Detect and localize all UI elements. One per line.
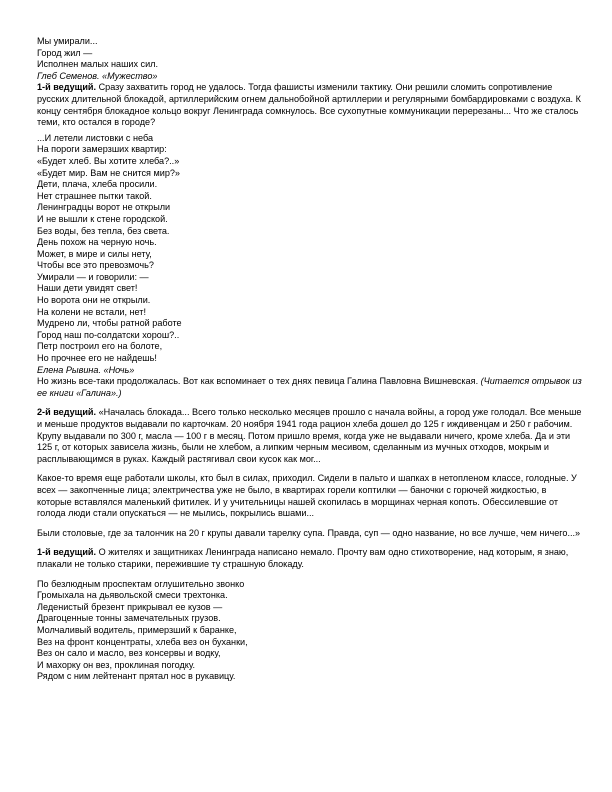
poem-line: Нет страшнее пытки такой.: [37, 190, 152, 201]
paragraph-first-host-1: [37, 82, 582, 128]
poem-line: День похож на черную ночь.: [37, 237, 157, 248]
poem-line: ...И летели листовки с неба: [37, 132, 154, 143]
poem-line: Умирали — и говорили: —: [37, 271, 149, 282]
paragraph-canteens: Были столовые, где за талончик на 20 г крупы давали тарелку супа. Правда, суп — одно название, но все лучше, чем ничего...»: [37, 527, 581, 538]
poem-line: Петр построил его на болоте,: [37, 341, 163, 352]
paragraph-text: О жителях и защитниках Ленинграда написано немало. Прочту вам одно стихотворение, над которым, я знаю, плакали не только старики, пережившие ту страшную блокаду.: [37, 547, 569, 569]
poem-line: Рядом с ним лейтенант прятал нос в рукавицу.: [37, 671, 236, 682]
paragraph-first-host-2: [37, 547, 582, 570]
paragraph-text: Сразу захватить город не удалось. Тогда фашисты изменили тактику. Они решили сломить сопротивление русских длительной блокадой, артиллерийским огнем дальнобойной артиллерии и регулярными бомбардировками с воздуха. К концу сентября блокадное кольцо вокруг Ленинграда сомкнулось. Все сухопутные коммуникации перерезаны... Что же сталось теми, кто остался в городе?: [37, 82, 581, 128]
paragraph-text: «Началась блокада... Всего только несколько месяцев прошло с начала войны, а город уже голодал. Все меньше и меньше продуктов выдавали по карточкам. 20 ноября 1941 года рацион хлеба дошел до 125 г иждивенцам и 250 г рабочим. Крупу выдавали по 300 г, масла — 100 г в месяц. Потом пришло время, когда уже не выдавали ничего, кроме хлеба. Да и эти 125 г, от которых зависела жизнь, были не хлебом, а липким черным месивом, сделанным из мучных отходов, мокрым и расплывающимся в руках. Каждый растягивал свои кусок как мог...: [37, 407, 582, 464]
poem-line: Вез на фронт концентраты, хлеба вез он буханки,: [37, 636, 248, 647]
poem-line: Наши дети увидят свет!: [37, 283, 138, 294]
poem-line: Громыхала на дьявольской смеси трехтонка.: [37, 590, 228, 601]
poem-line: По безлюдным проспектам оглушительно звонко: [37, 578, 245, 589]
paragraph-schools: Какое-то время еще работали школы, кто был в силах, приходил. Сидели в пальто и шапках в нетопленом классе, голодные. У всех — закопченные лица; электричества уже не было, в квартирах горели коптилки — баночки с горючей жидкостью, в которые вставлялся маленький фитилек. И у учительницы нашей скопилась в морщинах черная копоть. Обессилевшие от голода люди стали опускаться — не мылись, покрылись вшами...: [37, 473, 577, 519]
poem-line: И махорку он вез, проклиная погодку.: [37, 659, 196, 670]
poem-line: Мы умирали...: [37, 36, 98, 46]
speaker-label: 2-й ведущий.: [37, 407, 97, 418]
stage-note: (Читается отрывок из ее книги «Галина».): [37, 376, 582, 398]
paragraph-vishnevskaya-intro: [37, 376, 582, 399]
poem-line: И не вышли к стене городской.: [37, 213, 168, 224]
speaker-label: 1-й ведущий.: [37, 547, 97, 558]
poem-line: Вез он сало и масло, вез консервы и водку,: [37, 648, 221, 659]
poem-excerpt-3: [37, 579, 582, 683]
poem-line: «Будет мир. Вам не снится мир?»: [37, 167, 180, 178]
poem-line: Но ворота они не открыли.: [37, 295, 151, 306]
poem-line: Но прочнее его не найдешь!: [37, 353, 157, 364]
poem-line: Леденистый брезент прикрывал ее кузов —: [37, 601, 223, 612]
poem-line: Дети, плача, хлеба просили.: [37, 179, 158, 190]
poem-line: На пороги замерзших квартир:: [37, 144, 167, 155]
poem-line: Город жил —: [37, 47, 93, 58]
paragraph-text: Но жизнь все-таки продолжалась. Вот как вспоминает о тех днях певица Галина Павловна Вишневская.: [37, 376, 481, 387]
poem-line: Чтобы все это превозмочь?: [37, 260, 154, 271]
poem-line: Ленинградцы ворот не открыли: [37, 202, 171, 213]
poem-excerpt-1: [37, 36, 582, 82]
poem-line: Молчаливый водитель, примерзший к баранке,: [37, 624, 237, 635]
poem-line: Мудрено ли, чтобы ратной работе: [37, 318, 182, 329]
poem-line: Без воды, без тепла, без света.: [37, 225, 170, 236]
document-page: [37, 36, 582, 683]
poem-line: На колени не встали, нет!: [37, 306, 146, 317]
poem-line: Город наш по-солдатски хорош?..: [37, 329, 180, 340]
poem-line: Исполнен малых наших сил.: [37, 59, 159, 70]
speaker-label: 1-й ведущий.: [37, 82, 97, 93]
poem-line: Драгоценные тонны замечательных грузов.: [37, 613, 221, 624]
poem-author: Елена Рывина. «Ночь»: [37, 364, 135, 375]
poem-line: Может, в мире и силы нету,: [37, 248, 152, 259]
poem-author: Глеб Семенов. «Мужество»: [37, 70, 158, 81]
paragraph-second-host: [37, 407, 582, 465]
poem-excerpt-2: [37, 133, 582, 376]
poem-line: «Будет хлеб. Вы хотите хлеба?..»: [37, 155, 180, 166]
